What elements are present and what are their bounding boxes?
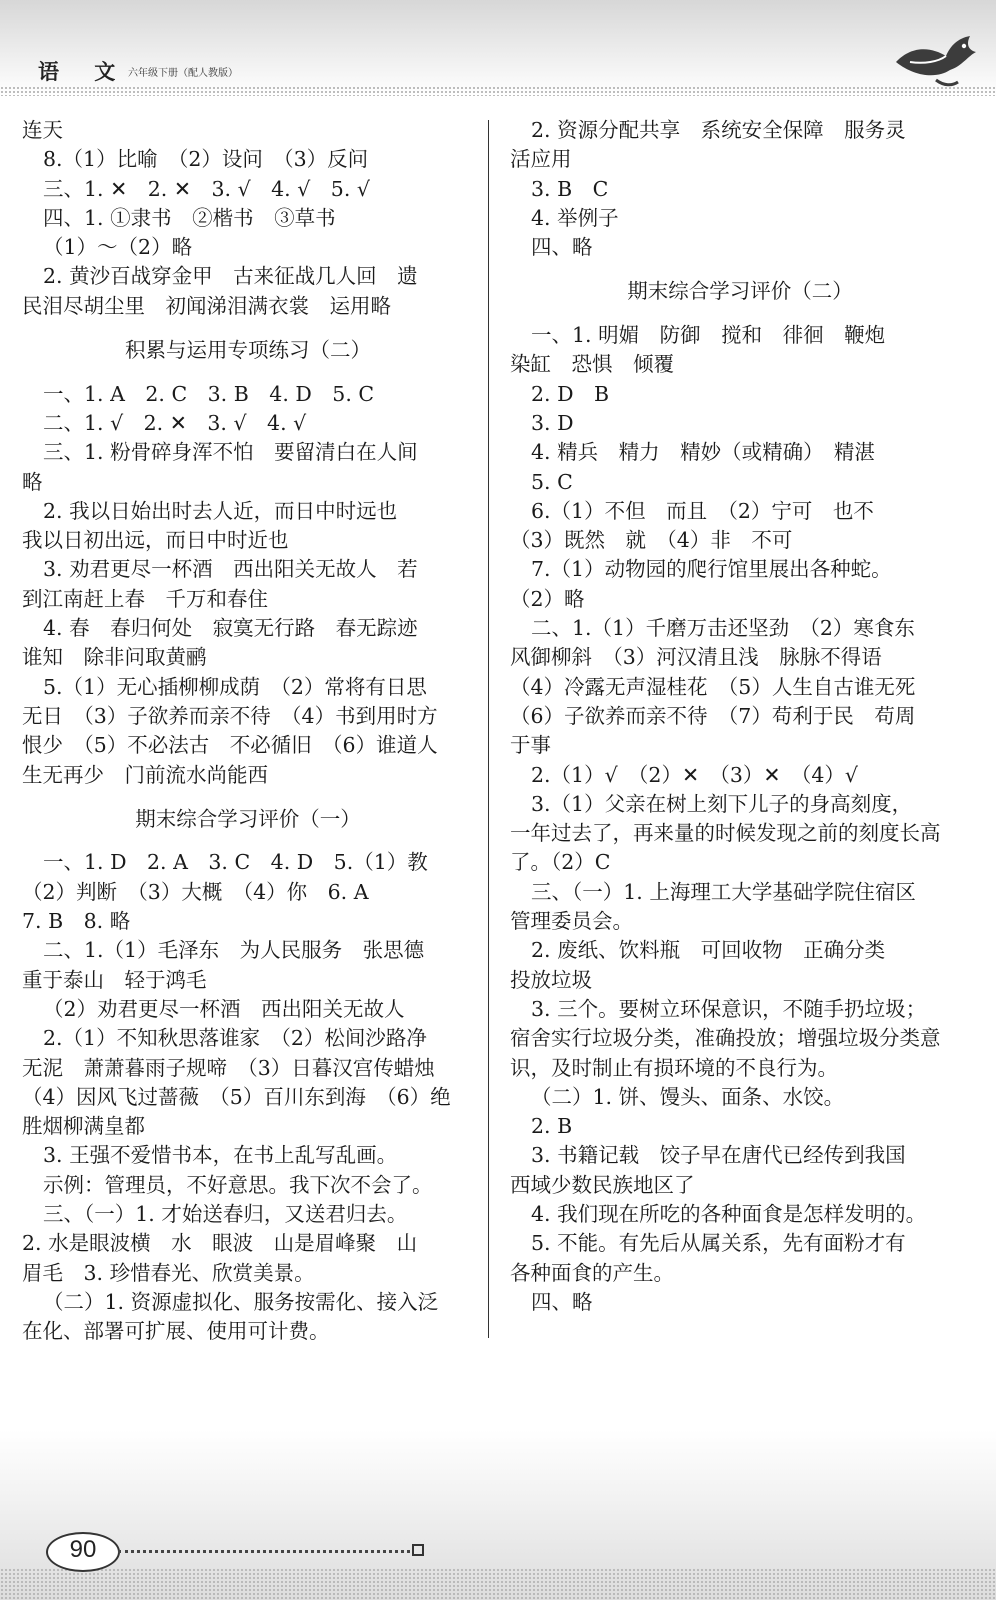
answer-line: 宿舍实行垃圾分类，准确投放；增强垃圾分类意 — [510, 1026, 941, 1051]
answer-line: 我以日初出远，而日中时近也 — [22, 528, 289, 553]
answer-line: 各种面食的产生。 — [510, 1260, 674, 1285]
answer-line: 4. 举例子 — [531, 205, 619, 230]
answer-line: （二）1. 资源虚拟化、服务按需化、接入泛 — [43, 1289, 439, 1314]
answer-line: 投放垃圾 — [510, 967, 592, 992]
answer-line: 四、略 — [531, 235, 593, 260]
answer-line: 染缸 恐惧 倾覆 — [510, 352, 674, 377]
answer-line: 胜烟柳满皇都 — [22, 1114, 145, 1139]
answer-line: 示例：管理员，不好意思。我下次不会了。 — [43, 1172, 433, 1197]
answer-line: 眉毛 3. 珍惜春光、欣赏美景。 — [22, 1260, 315, 1285]
answer-line: 3. 书籍记载 饺子早在唐代已经传到我国 — [531, 1143, 906, 1168]
section-heading: 期末综合学习评价（二） — [627, 279, 853, 304]
answer-line: 四、略 — [531, 1289, 593, 1314]
answer-line: 一、1. A 2. C 3. B 4. D 5. C — [43, 381, 375, 406]
answer-line: 2. D B — [531, 381, 610, 406]
answer-line: 2.（1）不知秋思落谁家 （2）松间沙路净 — [43, 1026, 427, 1051]
answer-line: 三、1. ✕ 2. ✕ 3. √ 4. √ 5. √ — [43, 176, 370, 201]
answer-line: （6）子欲养而亲不待 （7）苟利于民 苟周 — [510, 703, 916, 728]
answer-line: 3. B C — [531, 176, 609, 201]
answer-line: 谁知 除非问取黄鹂 — [22, 645, 207, 670]
footer-dot-pattern — [0, 1568, 996, 1600]
answer-line: 生无再少 门前流水尚能西 — [22, 762, 268, 787]
answer-line: 3. D — [531, 410, 574, 435]
answer-line: 重于泰山 轻于鸿毛 — [22, 967, 207, 992]
header-dot-pattern — [0, 86, 996, 96]
answer-line: （4）冷露无声湿桂花 （5）人生自古谁无死 — [510, 674, 916, 699]
bird-logo-icon — [888, 22, 988, 92]
answer-line: 2. 废纸、饮料瓶 可回收物 正确分类 — [531, 938, 886, 963]
answer-line: 到江南赶上春 千万和春住 — [22, 586, 268, 611]
dot-leader — [118, 1550, 410, 1553]
answer-line: 8.（1）比喻 （2）设问 （3）反问 — [43, 147, 369, 172]
answer-line: 识，及时制止有损环境的不良行为。 — [510, 1055, 838, 1080]
answer-line: 风御柳斜 （3）河汉清且浅 脉脉不得语 — [510, 645, 882, 670]
answer-line: （二）1. 饼、馒头、面条、水饺。 — [531, 1084, 845, 1109]
answer-line: 在化、部署可扩展、使用可计费。 — [22, 1319, 330, 1344]
section-heading: 积累与运用专项练习（二） — [125, 338, 371, 363]
answer-line: 2. 水是眼波横 水 眼波 山是眉峰聚 山 — [22, 1231, 418, 1256]
answer-line: 4. 我们现在所吃的各种面食是怎样发明的。 — [531, 1201, 927, 1226]
answer-line: 无日 （3）子欲养而亲不待 （4）书到用时方 — [22, 703, 438, 728]
answer-line: 连天 — [22, 118, 63, 142]
answer-line: 西域少数民族地区了 — [510, 1172, 695, 1197]
subject-title: 语 文 — [38, 59, 130, 84]
answer-line: 四、1. ①隶书 ②楷书 ③草书 — [43, 205, 336, 230]
answer-line: （4）因风飞过蔷薇 （5）百川东到海 （6）绝 — [22, 1084, 451, 1109]
answer-line: 2. 黄沙百战穿金甲 古来征战几人回 遗 — [43, 264, 418, 289]
answer-line: 二、1.（1）千磨万击还坚劲 （2）寒食东 — [531, 616, 915, 641]
answer-line: 6.（1）不但 而且 （2）宁可 也不 — [531, 498, 874, 523]
column-divider — [488, 120, 489, 1338]
answer-line: （2）劝君更尽一杯酒 西出阳关无故人 — [43, 996, 405, 1021]
answer-line: 民泪尽胡尘里 初闻涕泪满衣裳 运用略 — [22, 293, 391, 318]
answer-line: 一年过去了，再来量的时候发现之前的刻度长高 — [510, 821, 941, 846]
answer-line: 3. 三个。要树立环保意识，不随手扔垃圾； — [531, 996, 927, 1021]
answer-line: 2. 我以日始出时去人近，而日中时远也 — [43, 498, 398, 523]
left-answer-column — [22, 116, 474, 1346]
answer-line: 三、（一）1. 上海理工大学基础学院住宿区 — [531, 879, 916, 904]
answer-line: 2. B — [531, 1114, 573, 1139]
grade-label: 六年级下册（配人教版） — [128, 68, 238, 79]
answer-line: 一、1. D 2. A 3. C 4. D 5.（1）教 — [43, 850, 428, 875]
answer-line: 无泥 萧萧暮雨子规啼 （3）日暮汉宫传蜡烛 — [22, 1055, 435, 1080]
answer-line: 4. 春 春归何处 寂寞无行路 春无踪迹 — [43, 616, 418, 641]
answer-line: 管理委员会。 — [510, 909, 633, 934]
answer-line: 4. 精兵 精力 精妙（或精确） 精湛 — [531, 440, 875, 465]
answer-line: 恨少 （5）不必法古 不必循旧 （6）谁道人 — [22, 733, 438, 758]
answer-line: 5.（1）无心插柳柳成荫 （2）常将有日思 — [43, 674, 427, 699]
header-band — [0, 0, 996, 96]
right-answer-column — [510, 116, 970, 1317]
answer-line: 7.（1）动物园的爬行馆里展出各种蛇。 — [531, 557, 892, 582]
answer-line: （2）判断 （3）大概 （4）你 6. A — [22, 879, 369, 904]
page-number: 90 — [69, 1536, 97, 1563]
answer-line: 活应用 — [510, 147, 572, 172]
answer-line: 2.（1）√ （2）✕ （3）✕ （4）√ — [531, 762, 858, 787]
answer-line: 二、1. √ 2. ✕ 3. √ 4. √ — [43, 410, 307, 435]
answer-line: 7. B 8. 略 — [22, 909, 131, 934]
answer-line: 5. 不能。有先后从属关系，先有面粉才有 — [531, 1231, 906, 1256]
end-square-icon — [412, 1544, 424, 1556]
answer-line: 一、1. 明媚 防御 搅和 徘徊 鞭炮 — [531, 323, 886, 348]
answer-line: 二、1.（1）毛泽东 为人民服务 张思德 — [43, 938, 425, 963]
answer-line: 三、（一）1. 才始送春归，又送君归去。 — [43, 1201, 408, 1226]
answer-line: （1）～（2）略 — [43, 235, 193, 260]
answer-line: 于事 — [510, 733, 551, 758]
answer-line: 3. 劝君更尽一杯酒 西出阳关无故人 若 — [43, 557, 418, 582]
answer-line: 了。（2）C — [510, 850, 611, 875]
answer-line: 略 — [22, 469, 43, 494]
answer-line: 2. 资源分配共享 系统安全保障 服务灵 — [531, 118, 906, 142]
answer-line: （2）略 — [510, 586, 585, 611]
answer-line: 3. 王强不爱惜书本，在书上乱写乱画。 — [43, 1143, 398, 1168]
answer-line: 5. C — [531, 469, 573, 494]
answer-line: （3）既然 就 （4）非 不可 — [510, 528, 793, 553]
answer-line: 3.（1）父亲在树上刻下儿子的身高刻度， — [531, 791, 913, 816]
section-heading: 期末综合学习评价（一） — [135, 806, 361, 831]
answer-line: 三、1. 粉骨碎身浑不怕 要留清白在人间 — [43, 440, 418, 465]
